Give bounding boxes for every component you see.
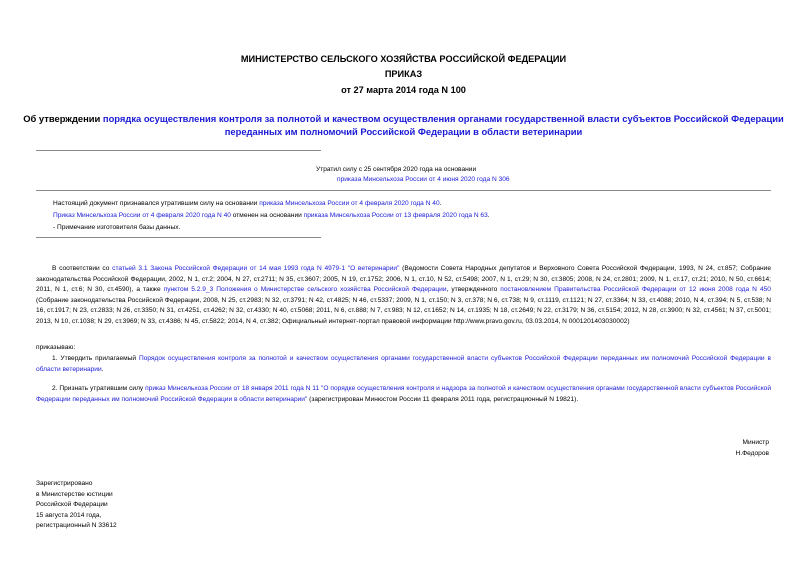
registration-line: Зарегистрировано bbox=[36, 480, 93, 487]
preamble-paragraph: В соответствии со статьей 3.1 Закона Российской Федерации от 14 мая 1993 года N 4979-1 "О ветеринарии" (Ведомости Совета Народных депутатов и Верховного Совета Российской Федерации, 1993, N 24, ст.857; Собрание законодательства Российской Федерации, 2002, N 1, ст.2; 2004, N 27, ст.2711; N 35, ст.3607; 2005, N 19, ст.1752; 2006, N 1, ст.10, N 52, ст.5498; 2007, N 1, ст.29; N 30, ст.3805; 2008, N 24, ст.2801; 2009, N 1, ст.17, ст.21; 2010, N 50, ст.6614; 2011, N 1, ст.6; N 30, ст.4590), а также пунктом 5.2.9_3 Положения о Министерстве сельского хозяйства Российской Федерации, утвержденного постановлением Правительства Российской Федерации от 12 июня 2008 года N 450 (Собрание законодательства Российской Федерации, 2008, N 25, ст.2983; N 32, ст.3791; N 42, ст.4825; N 46, ст.5337; 2009, N 1, ст.150; N 3, ст.378; N 6, ст.738; N 9, ст.1119, ст.1121; N 27, ст.3364; N 33, ст.4088; 2010, N 4, ст.394; N 5, ст.538; N 16, ст.1917; N 23, ст.2833; N 26, ст.3350; N 31, ст.4251, ст.4262; N 32, ст.4330; N 40, ст.5068; 2011, N 6, ст.888; N 7, ст.983; N 12, ст.1652; N 14, ст.1935; N 18, ст.2649; N 22, ст.3179; N 36, ст.5154; 2012, N 28, ст.3900; N 32, ст.4561; N 37, ст.5001; 2013, N 10, ст.1038; N 29, ст.3969; N 33, ст.4386; N 45, ст.5822; 2014, N 4, ст.382; Официальный интернет-портал правовой информации http://www.pravo.gov.ru, 03.03.2014, N 0001201403030002) bbox=[36, 265, 771, 325]
registration-line: в Министерстве юстиции bbox=[36, 490, 113, 498]
divider bbox=[36, 150, 321, 151]
registration-line: регистрационный N 33612 bbox=[36, 522, 117, 530]
ministry-heading: МИНИСТЕРСТВО СЕЛЬСКОГО ХОЗЯЙСТВА РОССИЙСКОЙ ФЕДЕРАЦИИ bbox=[240, 54, 567, 64]
registration-line: 15 августа 2014 года, bbox=[36, 511, 102, 519]
editor-note-link[interactable]: приказа Минсельхоза России от 4 февраля 2020 года N 40 bbox=[259, 200, 440, 207]
signer-name: Н.Федоров bbox=[735, 449, 769, 457]
document-title bbox=[0, 112, 807, 138]
status-link[interactable]: приказа Минсельхоза России от 4 июня 2020 года N 306 bbox=[337, 176, 510, 183]
order-word: приказываю: bbox=[36, 344, 76, 351]
title-prefix: Об утверждении bbox=[23, 113, 103, 124]
signer-position: Министр bbox=[742, 439, 769, 446]
divider bbox=[36, 237, 321, 238]
editor-note-link[interactable]: приказа Минсельхоза России от 13 февраля 2020 года N 63 bbox=[303, 212, 488, 219]
editor-note-line1: Настоящий документ признавался утратившим силу на основании приказа Минсельхоза России от 4 февраля 2020 года N 40. bbox=[53, 200, 442, 207]
resolution-link[interactable]: постановлением Правительства Российской Федерации от 12 июня 2008 года N 450 bbox=[500, 286, 771, 294]
registration-block bbox=[36, 479, 117, 532]
title-link-line2[interactable]: переданных им полномочий Российской Федерации в области ветеринарии bbox=[224, 126, 583, 137]
document-date-number: от 27 марта 2014 года N 100 bbox=[341, 85, 466, 95]
signature-block bbox=[736, 438, 769, 459]
procedure-link[interactable]: Порядок осуществления контроля за полнотой и качеством осуществления органами государственной власти субъектов Российской Федерации переданных им полномочий Российской Федерации в области ветеринарии bbox=[36, 355, 771, 373]
editor-note-link[interactable]: Приказ Минсельхоза России от 4 февраля 2020 года N 40 bbox=[53, 212, 231, 219]
document-type: ПРИКАЗ bbox=[384, 69, 423, 79]
repealed-order-link[interactable]: приказ Минсельхоза России от 18 января 2011 года N 11 "О порядке осуществления контроля и надзора за полнотой и качеством осуществления органами государственной власти субъектов Российской Федерации переданных им полномочий Российской Федерации в области ветеринарии" bbox=[36, 385, 771, 403]
editor-note-line2: Приказ Минсельхоза России от 4 февраля 2020 года N 40 отменен на основании приказа Минсельхоза России от 13 февраля 2020 года N 63. bbox=[53, 212, 490, 219]
law-link[interactable]: статьей 3.1 Закона Российской Федерации от 14 мая 1993 года N 4979-1 "О ветеринарии" bbox=[112, 265, 400, 272]
regulation-link[interactable]: пунктом 5.2.9_3 Положения о Министерстве сельского хозяйства Российской Федерации bbox=[163, 286, 447, 294]
registration-line: Российской Федерации bbox=[36, 501, 108, 509]
editor-note-line3: - Примечание изготовителя базы данных. bbox=[53, 224, 181, 231]
order-item-2: 2. Признать утратившим силу приказ Минсельхоза России от 18 января 2011 года N 11 "О порядке осуществления контроля и надзора за полнотой и качеством осуществления органами государственной власти субъектов Российской Федерации переданных им полномочий Российской Федерации в области ветеринарии" (зарегистрирован Минюстом России 11 февраля 2011 года, регистрационный N 19821). bbox=[36, 385, 771, 403]
title-link-line1[interactable]: порядка осуществления контроля за полнотой и качеством осуществления органами государственной власти субъектов Российской Федерации bbox=[102, 113, 784, 124]
order-item-1: 1. Утвердить прилагаемый Порядок осуществления контроля за полнотой и качеством осуществления органами государственной власти субъектов Российской Федерации переданных им полномочий Российской Федерации в области ветеринарии. bbox=[36, 355, 771, 373]
status-line: Утратил силу с 25 сентября 2020 года на основании bbox=[316, 166, 477, 173]
divider bbox=[36, 190, 771, 191]
